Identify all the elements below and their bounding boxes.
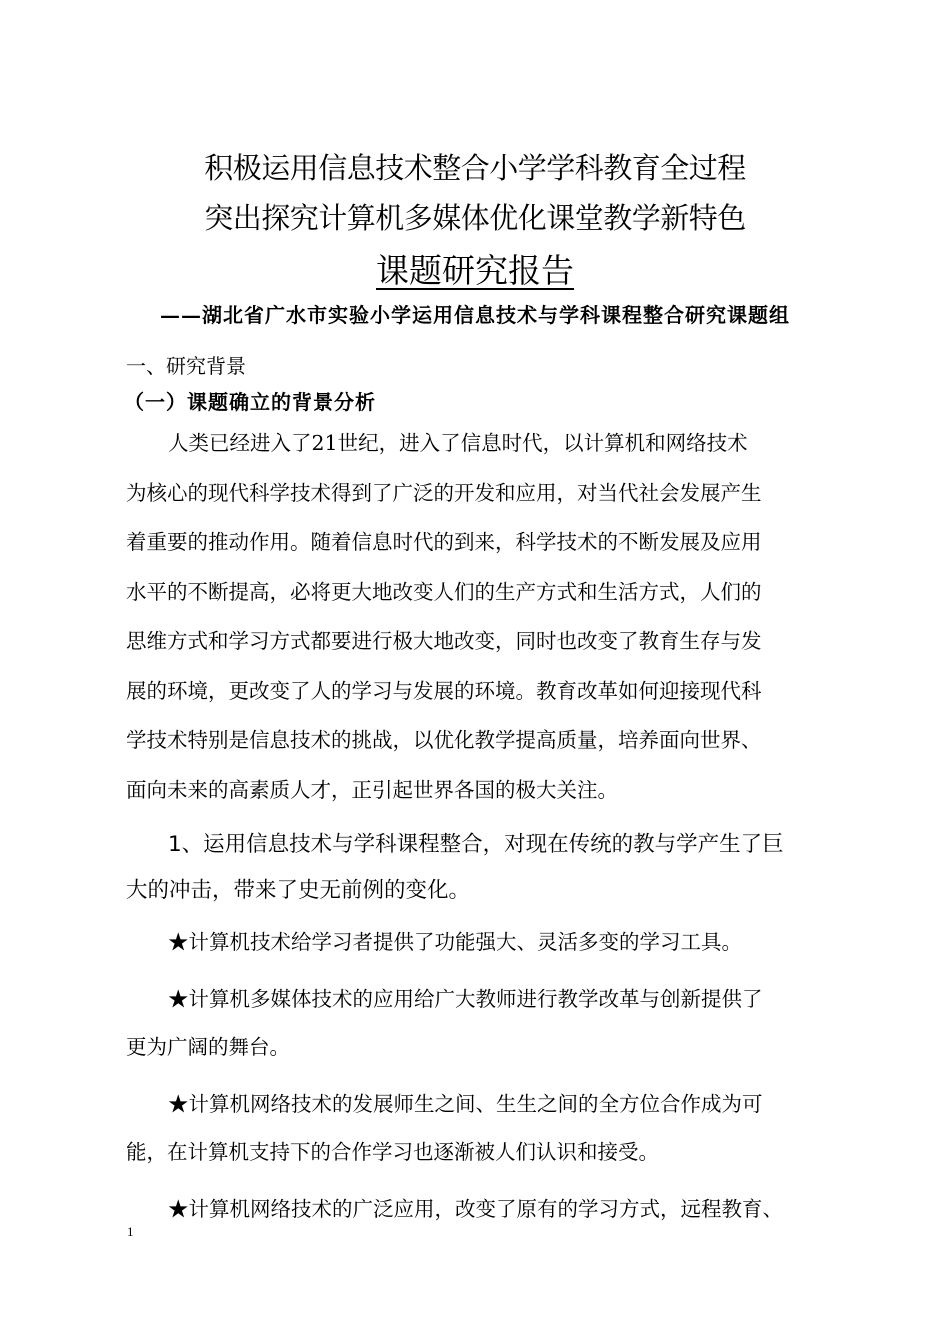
star-bullet-line: ★计算机多媒体技术的应用给广大教师进行教学改革与创新提供了 (168, 986, 763, 1011)
paragraph-line: 为核心的现代科学技术得到了广泛的开发和应用，对当代社会发展产生 (126, 480, 762, 505)
section-heading-research-background: 一、研究背景 (126, 354, 246, 378)
bullet-item (126, 918, 841, 967)
paragraph-1 (126, 419, 826, 815)
point-1 (126, 822, 836, 914)
star-bullet-line: ★计算机网络技术的发展师生之间、生生之间的全方位合作成为可 (168, 1091, 763, 1116)
report-title-text: 课题研究报告 (376, 251, 574, 290)
bullet-item (126, 1185, 841, 1234)
paragraph-line: 学技术特别是信息技术的挑战，以优化教学提高质量，培养面向世界、 (126, 728, 762, 752)
page-number: 1 (127, 1224, 134, 1239)
star-bullet-line: ★计算机网络技术的广泛应用，改变了原有的学习方式，远程教育、 (168, 1196, 783, 1221)
bullet-item (126, 975, 841, 1072)
report-title (0, 250, 950, 292)
paragraph-line: 思维方式和学习方式都要进行极大地改变，同时也改变了教育生存与发 (126, 629, 762, 653)
bullet-list (126, 918, 841, 1233)
paragraph-line: 面向未来的高素质人才，正引起世界各国的极大关注。 (126, 777, 618, 802)
paragraph-line: 展的环境，更改变了人的学习与发展的环境。教育改革如何迎接现代科 (126, 678, 762, 703)
paragraph-line: 着重要的推动作用。随着信息时代的到来，科学技术的不断发展及应用 (126, 530, 762, 554)
bullet-continuation-line: 能，在计算机支持下的合作学习也逐渐被人们认识和接受。 (126, 1140, 659, 1164)
star-bullet-line: ★计算机技术给学习者提供了功能强大、灵活多变的学习工具。 (168, 930, 742, 954)
paragraph-line: 水平的不断提高，必将更大地改变人们的生产方式和生活方式，人们的 (126, 579, 762, 604)
title-line-1: 积极运用信息技术整合小学学科教育全过程 (204, 151, 746, 185)
point-1-line: 大的冲击，带来了史无前例的变化。 (126, 878, 471, 903)
bullet-continuation-line: 更为广阔的舞台。 (126, 1035, 290, 1059)
bullet-item (126, 1080, 841, 1177)
paragraph-line: 人类已经进入了21世纪，进入了信息时代，以计算机和网络技术 (168, 431, 748, 455)
point-1-line: 1、运用信息技术与学科课程整合，对现在传统的教与学产生了巨 (168, 832, 784, 857)
subsection-heading-background-analysis: （一）课题确立的背景分析 (124, 390, 376, 414)
title-line-2: 突出探究计算机多媒体优化课堂教学新特色 (204, 201, 746, 235)
subtitle: ——湖北省广水市实验小学运用信息技术与学科课程整合研究课题组 (160, 303, 790, 327)
